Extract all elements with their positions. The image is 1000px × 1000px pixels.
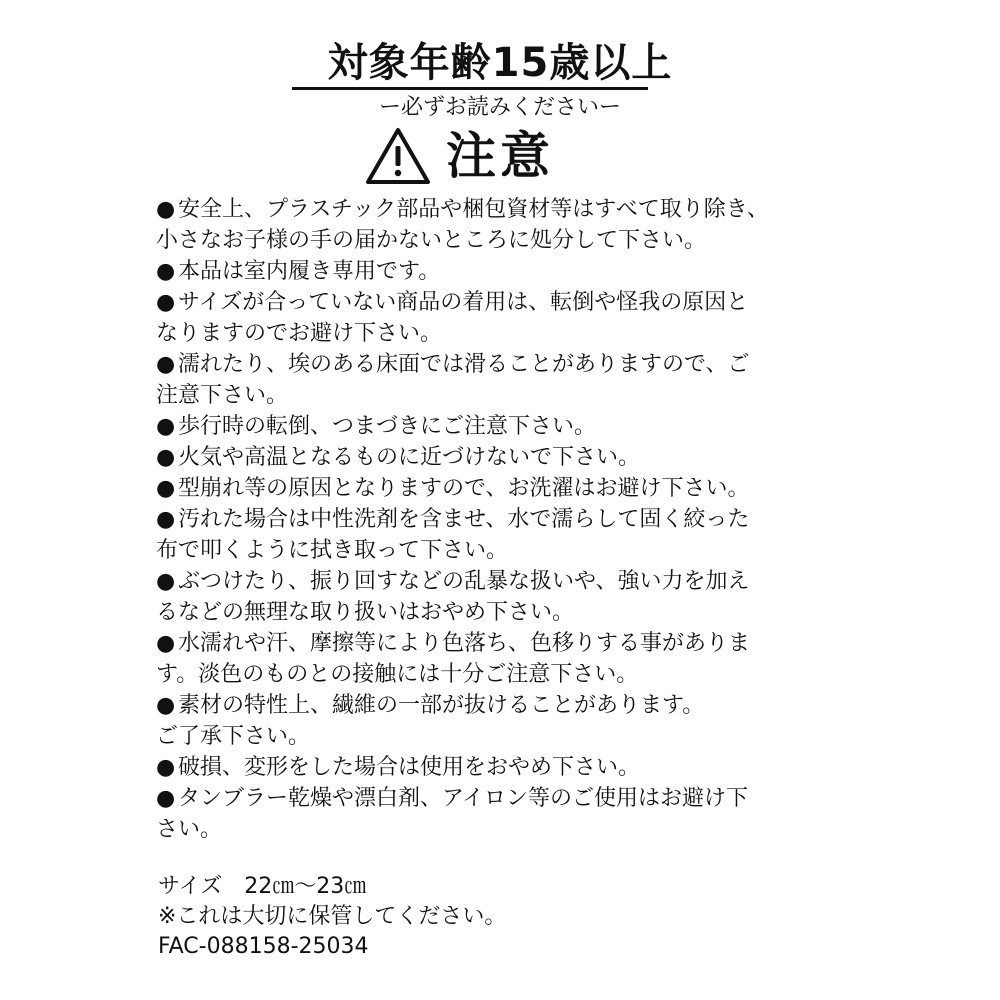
footer — [158, 872, 506, 962]
warning-heading-row — [364, 124, 554, 188]
caution-item — [156, 690, 976, 752]
caution-item-line: 本品は室内履き専用です。 — [178, 259, 441, 284]
caution-list — [156, 194, 976, 845]
caution-item-line: ご了承下さい。 — [156, 724, 311, 749]
caution-item-line: 小さなお子様の手の届かないところに処分して下さい。 — [156, 228, 707, 253]
subtitle: ー必ずお読みくださいー — [378, 95, 621, 120]
keep-notice: ※これは大切に保管してください。 — [158, 904, 507, 929]
caution-item — [156, 752, 976, 783]
title-underline — [292, 87, 648, 90]
caution-item-line: さい。 — [156, 817, 223, 842]
bullet-dot: ● — [156, 631, 176, 656]
caution-item-line: す。淡色のものとの接触には十分ご注意下さい。 — [156, 662, 639, 687]
page-title: 対象年齢15歳以上 — [327, 40, 673, 86]
caution-item-line: 型崩れ等の原因となりますので、お洗濯はお避け下さい。 — [178, 476, 750, 501]
caution-item — [156, 442, 976, 473]
caution-item — [156, 194, 976, 256]
bullet-dot: ● — [156, 445, 176, 470]
bullet-dot: ● — [156, 414, 176, 439]
bullet-dot: ● — [156, 693, 176, 718]
bullet-dot: ● — [156, 507, 176, 532]
caution-item-line: ぶつけたり、振り回すなどの乱暴な扱いや、強い力を加え — [178, 569, 750, 594]
caution-item-line: るなどの無理な取り扱いはおやめ下さい。 — [156, 600, 575, 625]
bullet-dot: ● — [156, 786, 176, 811]
size-line: サイズ 22㎝～23㎝ — [158, 874, 367, 899]
caution-item — [156, 349, 976, 411]
bullet-dot: ● — [156, 755, 176, 780]
product-code: FAC-088158-25034 — [158, 934, 369, 959]
caution-item — [156, 411, 976, 442]
bullet-dot: ● — [156, 476, 176, 501]
caution-item-line: 汚れた場合は中性洗剤を含ませ、水で濡らして固く絞った — [178, 507, 750, 532]
caution-item-line: 歩行時の転倒、つまづきにご注意下さい。 — [178, 414, 597, 439]
caution-item-line: 火気や高温となるものに近づけないで下さい。 — [178, 445, 641, 470]
caution-item — [156, 628, 976, 690]
caution-item-line: 布で叩くように拭き取って下さい。 — [156, 538, 509, 563]
caution-item — [156, 504, 976, 566]
caution-item — [156, 783, 976, 845]
caution-item-line: 破損、変形をした場合は使用をおやめ下さい。 — [178, 755, 641, 780]
caution-item-line: 濡れたり、埃のある床面では滑ることがありますので、ご — [178, 352, 750, 377]
caution-item-line: 注意下さい。 — [156, 383, 289, 408]
bullet-dot: ● — [156, 197, 176, 222]
caution-item-line: なりますのでお避け下さい。 — [156, 321, 443, 346]
caution-item — [156, 256, 976, 287]
caution-item-line: タンブラー乾燥や漂白剤、アイロン等のご使用はお避け下 — [178, 786, 749, 811]
caution-item-line: 水濡れや汗、摩擦等により色落ち、色移りする事がありま — [178, 631, 751, 656]
warning-heading: 注意 — [446, 127, 554, 185]
bullet-dot: ● — [156, 259, 176, 284]
warning-triangle-icon — [364, 126, 432, 186]
caution-item-line: 素材の特性上、繊維の一部が抜けることがあります。 — [178, 693, 705, 718]
bullet-dot: ● — [156, 352, 176, 377]
caution-item — [156, 566, 976, 628]
caution-item-line: サイズが合っていない商品の着用は、転倒や怪我の原因と — [178, 290, 749, 315]
caution-item — [156, 287, 976, 349]
caution-item — [156, 473, 976, 504]
bullet-dot: ● — [156, 290, 176, 315]
bullet-dot: ● — [156, 569, 176, 594]
caution-item-line: 安全上、プラスチック部品や梱包資材等はすべて取り除き、 — [178, 197, 769, 222]
